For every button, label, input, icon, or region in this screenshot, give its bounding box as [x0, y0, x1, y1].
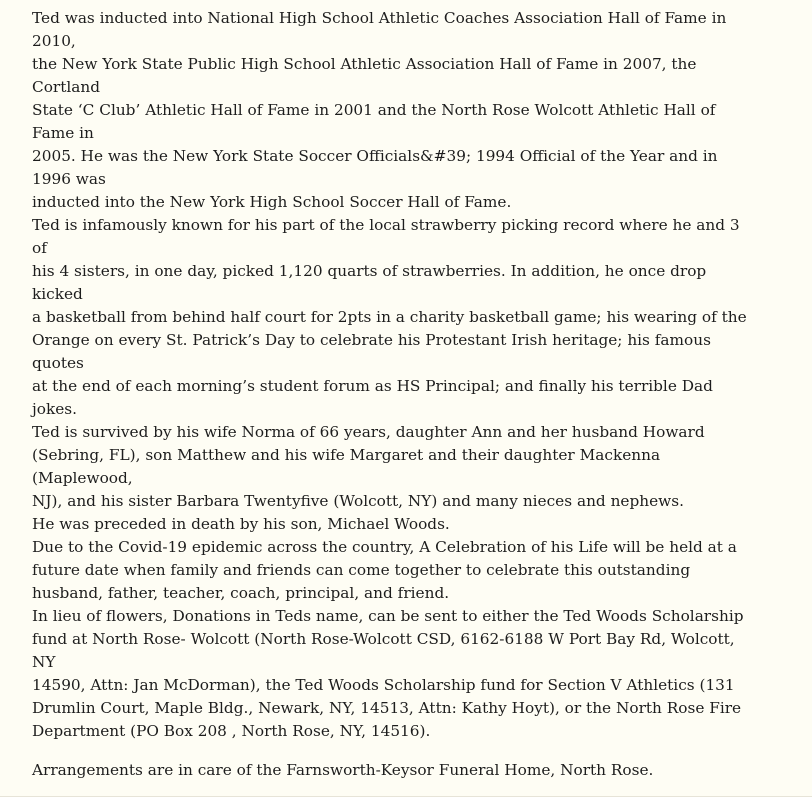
text-line: Department (PO Box 208 , North Rose, NY, 14516).	[32, 722, 431, 740]
text-line: Ted is survived by his wife Norma of 66 years, daughter Ann and her husband Howard	[32, 423, 705, 441]
text-line: at the end of each morning’s student forum as HS Principal; and finally his terrible Dad	[32, 377, 713, 395]
text-line: quotes	[32, 354, 84, 372]
text-line: 14590, Attn: Jan McDorman), the Ted Woods Scholarship fund for Section V Athletics (131	[32, 676, 735, 694]
text-line: of	[32, 239, 47, 257]
text-line: 2010,	[32, 32, 76, 50]
text-line: He was preceded in death by his son, Michael Woods.	[32, 515, 450, 533]
text-line: his 4 sisters, in one day, picked 1,120 quarts of strawberries. In addition, he once drop	[32, 262, 707, 280]
text-line: a basketball from behind half court for 2pts in a charity basketball game; his wearing of the	[32, 308, 747, 326]
text-line: State ‘C Club’ Athletic Hall of Fame in 2001 and the North Rose Wolcott Athletic Hall of	[32, 101, 716, 119]
text-line: jokes.	[32, 400, 77, 418]
text-line: Drumlin Court, Maple Bldg., Newark, NY, 14513, Attn: Kathy Hoyt), or the North Rose Fire	[32, 699, 742, 717]
obituary-text	[32, 7, 802, 782]
text-line: NJ), and his sister Barbara Twentyfive (Wolcott, NY) and many nieces and nephews.	[32, 492, 684, 510]
text-line: Cortland	[32, 78, 101, 96]
text-line: kicked	[32, 285, 83, 303]
text-line: NY	[32, 653, 56, 671]
closing-line: Arrangements are in care of the Farnsworth-Keysor Funeral Home, North Rose.	[32, 761, 654, 779]
text-line: inducted into the New York High School Soccer Hall of Fame.	[32, 193, 512, 211]
text-line: future date when family and friends can come together to celebrate this outstanding	[32, 561, 691, 579]
text-line: In lieu of flowers, Donations in Teds name, can be sent to either the Ted Woods Scholarship	[32, 607, 744, 625]
text-line: Fame in	[32, 124, 94, 142]
text-line: the New York State Public High School Athletic Association Hall of Fame in 2007, the	[32, 55, 697, 73]
text-line: Orange on every St. Patrick’s Day to celebrate his Protestant Irish heritage; his famous	[32, 331, 711, 349]
text-line: Due to the Covid-19 epidemic across the country, A Celebration of his Life will be held at a	[32, 538, 737, 556]
text-line: (Sebring, FL), son Matthew and his wife Margaret and their daughter Mackenna	[32, 446, 661, 464]
text-line: (Maplewood,	[32, 469, 133, 487]
text-line: 1996 was	[32, 170, 106, 188]
text-line: Ted is infamously known for his part of the local strawberry picking record where he and 3	[32, 216, 740, 234]
text-line: 2005. He was the New York State Soccer Officials&#39; 1994 Official of the Year and in	[32, 147, 718, 165]
text-line: fund at North Rose- Wolcott (North Rose-Wolcott CSD, 6162-6188 W Port Bay Rd, Wolcott,	[32, 630, 735, 648]
text-line: husband, father, teacher, coach, principal, and friend.	[32, 584, 450, 602]
paragraph-gap	[32, 743, 802, 759]
text-line: Ted was inducted into National High School Athletic Coaches Association Hall of Fame in	[32, 9, 727, 27]
